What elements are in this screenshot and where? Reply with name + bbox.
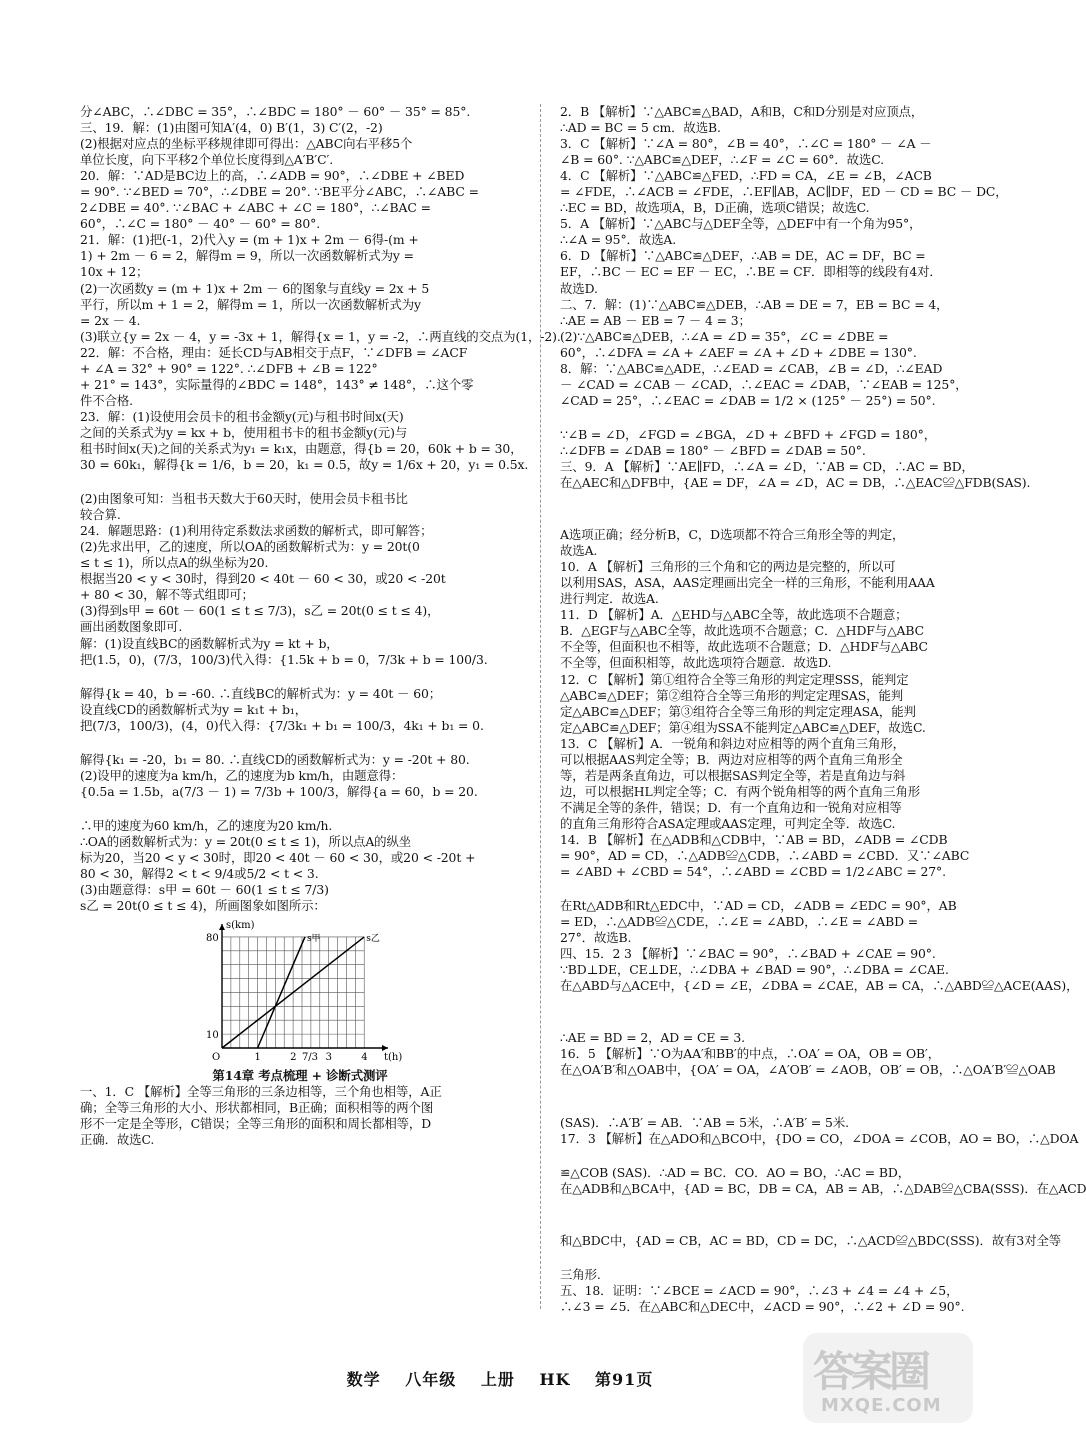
text-line: (3)联立{y = 2x － 4，y = -3x + 1，解得{x = 1，y = -2，∴两直线的交点为(1，-2). bbox=[80, 328, 561, 344]
text-line: 三角形. bbox=[560, 1266, 601, 1282]
text-line: 标为20，当20 < y < 30时，即20 < 40t － 60 < 30，或20 < -20t + bbox=[80, 849, 476, 865]
text-line: {0.5a = 1.5b，a(7/3 － 1) = 7/3b + 100/3，解得{a = 60，b = 20. bbox=[80, 783, 478, 799]
text-line: 较合算. bbox=[80, 507, 121, 523]
text-line: ∴AE = BD = 2，AD = CE = 3. bbox=[560, 1030, 745, 1046]
text-line: 解得{k = 40，b = -60. ∴直线BC的解析式为：y = 40t － 60； bbox=[80, 685, 442, 701]
text-line: 在△ADB和△BCA中，{AD = BC，DB = CA，AB = AB，∴△DAB≌△CBA(SSS)．在△ACD bbox=[560, 1180, 1086, 1196]
text-line: 定△ABC≌△DEF；第③组符合全等三角形的判定定理ASA，能判 bbox=[560, 703, 916, 719]
text-line: 定△ABC≌△DEF；第④组为SSA不能判定△ABC≌△DEF，故选C. bbox=[560, 719, 926, 735]
text-line: 进行判定．故选A. bbox=[560, 591, 659, 607]
text-line bbox=[560, 1079, 988, 1097]
chapter-heading: 第14章 考点梳理 + 诊断式测评 bbox=[212, 1068, 388, 1084]
text-line: 17．3 【解析】在△ADO和△BCO中，{DO = CO，∠DOA = ∠COB，AO = BO，∴△DOA bbox=[560, 1130, 1079, 1146]
text-line: = 2x － 4. bbox=[80, 312, 141, 328]
text-line: 的直角三角形符合ASA定理或AAS定理，可判定全等．故选C. bbox=[560, 815, 896, 831]
text-line: ∵∠B = ∠D，∠FGD = ∠BGA，∠D + ∠BFD + ∠FGD = 180°， bbox=[560, 426, 937, 442]
text-line: (2)先求出甲，乙的速度，所以OA的函数解析式为：y = 20t(0 bbox=[80, 539, 420, 555]
distance-time-chart bbox=[80, 918, 520, 1068]
text-line: 解得{k₁ = -20，b₁ = 80. ∴直线CD的函数解析式为：y = -20t + 80. bbox=[80, 751, 470, 767]
text-line: (2)∵△ABC≌△DEB，∴∠A = ∠D = 35°，∠C = ∠DBE = bbox=[560, 328, 889, 344]
text-line: + ∠A = 32° + 90° = 122°. ∴∠DFB + ∠B = 122° bbox=[80, 360, 378, 376]
text-line: 把(7/3，100/3)，(4，0)代入得：{7/3k₁ + b₁ = 100/3，4k₁ + b₁ = 0. bbox=[80, 717, 484, 733]
text-line: 平行，所以m + 1 = 2，解得m = 1，所以一次函数解析式为y bbox=[80, 296, 421, 312]
text-line: = 90°，AD = CD，∴△ADB≌△CDB，∴∠ABD = ∠CBD．又∵∠ABC bbox=[560, 848, 970, 864]
text-line bbox=[80, 734, 520, 752]
text-line: 故选D. bbox=[560, 280, 598, 296]
text-line: (2)根据对应点的坐标平移规律即可得出：△ABC向右平移5个 bbox=[80, 136, 413, 152]
text-line: = ∠FDE，∴∠ACB = ∠FDE，∴EF∥AB，AC∥DF，ED － CD = BC － DC， bbox=[560, 184, 1008, 200]
text-line: 2．B 【解析】∵△ABC≌△BAD，A和B，C和D分别是对应顶点， bbox=[560, 104, 924, 119]
text-line: (SAS)．∴A′B′ = AB．∵AB = 5米，∴A′B′ = 5米. bbox=[560, 1114, 849, 1130]
text-line: ∴EC = BD，故选项A，B，D正确，选项C错误；故选C. bbox=[560, 200, 870, 216]
text-line: 件不合格. bbox=[80, 392, 134, 408]
y-axis-label: s(km) bbox=[226, 920, 255, 932]
text-line: 4．C 【解析】∵△ABC≌△FED，∴FD = CA，∠E = ∠B，∠ACB bbox=[560, 168, 932, 184]
x-tick-label: O bbox=[212, 1052, 221, 1064]
text-line: 13．C 【解析】A．一锐角和斜边对应相等的两个直角三角形， bbox=[560, 735, 905, 751]
text-line: (2)一次函数y = (m + 1)x + 2m － 6的图象与直线y = 2x + 5 bbox=[80, 280, 430, 296]
text-line: △ABC≌△DEF；第②组符合全等三角形的判定定理SAS，能判 bbox=[560, 687, 904, 703]
text-line bbox=[560, 1147, 988, 1165]
text-line: 60°，∴∠C = 180° － 40° － 60° = 80°. bbox=[80, 216, 321, 232]
series-label-0: s甲 bbox=[306, 934, 321, 945]
text-line: 租书时间x(天)之间的关系式为y₁ = k₁x，由题意，得{b = 20，60k + b = 30， bbox=[80, 440, 523, 456]
text-line: ∠CAD = 25°，∴∠EAC = ∠DAB = 1/2 × (125° － 25°) = 50°. bbox=[560, 392, 936, 408]
chart-svg bbox=[200, 918, 403, 1068]
text-line bbox=[560, 1215, 988, 1233]
text-line: (2)由图象可知：当租书天数大于60天时，使用会员卡租书比 bbox=[80, 491, 408, 507]
text-line: 故选A. bbox=[560, 543, 598, 559]
text-line: + 80 < 30，解不等式组即可； bbox=[80, 587, 254, 603]
text-line: ∴∠A = 95°．故选A. bbox=[560, 232, 677, 248]
text-line bbox=[560, 509, 988, 527]
text-line: 16．5 【解析】∵O为AA′和BB′的中点，∴OA′ = OA，OB = OB′， bbox=[560, 1046, 941, 1062]
text-line: ∴OA的函数解析式为：y = 20t(0 ≤ t ≤ 1)，所以点A的纵坐 bbox=[80, 833, 412, 849]
text-line: 单位长度，向下平移2个单位长度得到△A′B′C′. bbox=[80, 152, 334, 168]
text-line: ∴∠DFB = ∠DAB = 180° － ∠BFD = ∠DAB = 50°. bbox=[560, 442, 866, 458]
text-line: ∴AD = BC = 5 cm．故选B. bbox=[560, 120, 721, 136]
text-line: = 90°. ∵∠BED = 70°，∴∠DBE = 20°. ∵BE平分∠ABC，∴∠ABC = bbox=[80, 184, 479, 200]
text-line: 三、9．A 【解析】∵AE∥FD，∴∠A = ∠D，∵AB = CD，∴AC = BD， bbox=[560, 458, 974, 474]
text-line: 画出函数图象即可. bbox=[80, 619, 183, 635]
text-line: 6．D 【解析】∵△ABC≌△DEF，∴AB = DE，AC = DF，BC = bbox=[560, 248, 926, 264]
text-line: 不全等，但面积相等，故此选项符合题意．故选D. bbox=[560, 655, 832, 671]
text-line: 2∠DBE = 40°. ∵∠BAC + ∠ABC + ∠C = 180°，∴∠BAC = bbox=[80, 200, 431, 216]
text-line: 三、19．解：(1)由图可知A′(4，0) B′(1，3) C′(2，-2) bbox=[80, 120, 383, 136]
text-line: s乙 = 20t(0 ≤ t ≤ 4)，所画图象如图所示： bbox=[80, 898, 326, 914]
text-line: 22．解：不合格，理由：延长CD与AB相交于点F，∵∠DFB = ∠ACF bbox=[80, 344, 468, 360]
footer-subject: 数学 bbox=[346, 1370, 381, 1389]
watermark-logo bbox=[803, 1333, 973, 1423]
x-tick-label: 7/3 bbox=[301, 1052, 319, 1064]
text-line: ≌△COB (SAS)．∴AD = BC．CO．AO = BO，∴AC = BD， bbox=[560, 1164, 910, 1180]
x-axis-label: t(h) bbox=[384, 1052, 403, 1064]
text-line: 等，若是两条直角边，可以根据SAS判定全等，若是直角边与斜 bbox=[560, 767, 906, 783]
text-line bbox=[560, 409, 988, 427]
text-line: 把(1.5，0)，(7/3，100/3)代入得：{1.5k + b = 0，7/3k + b = 100/3. bbox=[80, 651, 488, 667]
text-line: 30 = 60k₁，解得{k = 1/6，b = 20，k₁ = 0.5，故y = 1/6x + 20，y₁ = 0.5x. bbox=[80, 457, 529, 473]
footer-page-number: 第91页 bbox=[595, 1370, 654, 1389]
text-line: B．△EGF与△ABC全等，故此选项不合题意；C．△HDF与△ABC bbox=[560, 623, 924, 639]
text-line bbox=[560, 1097, 988, 1115]
text-line: 3．C 【解析】∵∠A = 80°，∠B = 40°，∴∠C = 180° － ∠A － bbox=[560, 136, 932, 152]
text-line: ∠B = 60°. ∵△ABC≌△DEF，∴∠F = ∠C = 60°．故选C. bbox=[560, 152, 884, 168]
text-line: A选项正确；经分析B，C，D选项都不符合三角形全等的判定， bbox=[560, 527, 905, 543]
text-line: EF，∴BC － EC = EF － EC，∴BE = CF．即相等的线段有4对． bbox=[560, 264, 942, 280]
text-line bbox=[560, 1012, 988, 1030]
text-line: = ∠ABD + ∠CBD = 54°，∴∠ABD = ∠CBD = 1/2∠ABC = 27°. bbox=[560, 864, 946, 880]
text-line: 五、18．证明：∵∠BCE = ∠ACD = 90°，∴∠3 + ∠4 = ∠4 + ∠5， bbox=[560, 1282, 959, 1298]
footer-edition: HK bbox=[539, 1370, 571, 1389]
y-tick-label: 80 bbox=[206, 933, 219, 945]
text-line bbox=[560, 994, 988, 1012]
text-line: 解：(1)设直线BC的函数解析式为y = kt + b， bbox=[80, 635, 339, 651]
text-line: ∴∠3 = ∠5．在△ABC和△DEC中，∠ACD = 90°，∴∠2 + ∠D = 90°. bbox=[560, 1298, 965, 1314]
column-divider bbox=[540, 104, 541, 1309]
text-line: 在△OA′B′和△OAB中，{OA′ = OA，∠A′OB′ = ∠AOB，OB′ = OB，∴△OA′B′≌△OAB bbox=[560, 1062, 1056, 1078]
text-line: 根据当20 < y < 30时，得到20 < 40t － 60 < 30，或20 < -20t bbox=[80, 571, 446, 587]
x-tick-label: 1 bbox=[254, 1052, 261, 1064]
text-line: 10．A 【解析】三角形的三个角和它的两边是完整的，所以可 bbox=[560, 559, 896, 575]
text-line bbox=[560, 1197, 988, 1215]
text-line: (3)得到s甲 = 60t － 60(1 ≤ t ≤ 7/3)，s乙 = 20t(0 ≤ t ≤ 4)， bbox=[80, 603, 440, 619]
x-tick-label: 3 bbox=[325, 1052, 333, 1064]
text-line: 8．解：∵△ABC≌△ADE，∴∠EAD = ∠CAB，∠B = ∠D，∴∠EAD bbox=[560, 360, 943, 376]
footer-volume: 上册 bbox=[480, 1370, 515, 1389]
text-line: 之间的关系式为y = kx + b，使用租书卡的租书金额y(元)与 bbox=[80, 424, 408, 440]
text-line: 11．D 【解析】A．△EHD与△ABC全等，故此选项不合题意； bbox=[560, 607, 908, 623]
text-line: 20．解：∵AD是BC边上的高，∴∠ADB = 90°，∴∠DBE + ∠BED bbox=[80, 168, 465, 184]
text-line: 在Rt△ADB和Rt△EDC中，∵AD = CD，∠ADB = ∠EDC = 90°，AB bbox=[560, 898, 957, 914]
text-line: 60°，∴∠DFA = ∠A + ∠AEF = ∠A + ∠D + ∠DBE = 130°. bbox=[560, 344, 917, 360]
text-line: 以利用SAS，ASA，AAS定理画出完全一样的三角形，不能利用AAA bbox=[560, 575, 935, 591]
text-line: 可以根据AAS判定全等；B．两边对应相等的两个直角三角形全 bbox=[560, 751, 903, 767]
text-line bbox=[560, 880, 988, 898]
text-line: ∴甲的速度为60 km/h，乙的速度为20 km/h. bbox=[80, 817, 333, 833]
y-axis-arrow bbox=[219, 924, 225, 930]
text-line: 27°．故选B. bbox=[560, 930, 632, 946]
text-line: ∴AE = AB － EB = 7 － 4 = 3； bbox=[560, 312, 751, 328]
text-line bbox=[80, 800, 520, 818]
text-line: 在△ABD与△ACE中，{∠D = ∠E，∠DBA = ∠CAE，AB = CA，∴△ABD≌△ACE(AAS)， bbox=[560, 978, 1079, 994]
text-line: 1) + 2m － 6 = 2，解得m = 9，所以一次函数解析式为y = bbox=[80, 248, 414, 264]
text-line: ≤ t ≤ 1)，所以点A的纵坐标为20. bbox=[80, 555, 269, 571]
left-column bbox=[80, 104, 561, 1148]
text-line: 和△BDC中，{AD = CB，AC = BD，CD = DC，∴△ACD≌△BDC(SSS)．故有3对全等 bbox=[560, 1232, 1062, 1248]
text-line: 在△AEC和△DFB中，{AE = DF，∠A = ∠D，AC = DB，∴△EAC≌△FDB(SAS). bbox=[560, 475, 1031, 491]
text-line: (2)设甲的速度为a km/h，乙的速度为b km/h，由题意得： bbox=[80, 767, 404, 783]
text-line: 确；全等三角形的大小、形状都相同，B正确；面积相等的两个图 bbox=[80, 1100, 434, 1116]
right-column bbox=[560, 104, 1086, 1315]
text-line: 形不一定是全等形，C错误；全等三角形的面积和周长都相等，D bbox=[80, 1116, 432, 1132]
text-line bbox=[80, 473, 520, 491]
series-label-1: s乙 bbox=[366, 934, 380, 945]
text-line: 二、7．解：(1)∵△ABC≌△DEB，∴AB = DE = 7，EB = BC = 4， bbox=[560, 296, 949, 312]
text-line: 边，可以根据HL判定全等；C．有两个锐角相等的两个直角三角形 bbox=[560, 783, 921, 799]
text-line: 一、1．C 【解析】全等三角形的三条边相等，三个角也相等，A正 bbox=[80, 1084, 442, 1100]
text-line bbox=[560, 491, 988, 509]
text-line: = ED，∴△ADB≌△CDE，∴∠E = ∠ABD，∴∠E = ∠ABD = bbox=[560, 914, 919, 930]
footer-grade: 八年级 bbox=[405, 1370, 457, 1389]
text-line: 14．B 【解析】在△ADB和△CDB中，∵AB = BD，∠ADB = ∠CDB bbox=[560, 831, 948, 847]
text-line bbox=[560, 1249, 988, 1267]
text-line: 24．解题思路：(1)利用待定系数法求函数的解析式，即可解答； bbox=[80, 523, 433, 539]
text-line: 21．解：(1)把(-1，2)代入y = (m + 1)x + 2m － 6得-(m + bbox=[80, 232, 419, 248]
text-line: － ∠CAD = ∠CAB － ∠CAD，∴∠EAC = ∠DAB，∵∠EAB = 125°， bbox=[560, 376, 968, 392]
watermark-url: MXQE.COM bbox=[821, 1395, 942, 1416]
text-line: 正确．故选C. bbox=[80, 1132, 155, 1148]
text-line: ∵BD⊥DE，CE⊥DE，∴∠DBA + ∠BAD = 90°，∴∠DBA = ∠CAE. bbox=[560, 962, 949, 978]
x-tick-label: 2 bbox=[290, 1052, 297, 1064]
text-line: + 21° = 143°，实际量得的∠BDC = 148°，143° ≠ 148°，∴这个零 bbox=[80, 376, 474, 392]
text-line: 不全等，但面积也不相等，故此选项不合题意；D．△HDF与△ABC bbox=[560, 639, 928, 655]
watermark-text: 答案圈 bbox=[813, 1347, 928, 1396]
text-line: (3)由题意得：s甲 = 60t － 60(1 ≤ t ≤ 7/3) bbox=[80, 882, 329, 898]
x-tick-label: 4 bbox=[361, 1052, 368, 1064]
text-line: 分∠ABC，∴∠DBC = 35°，∴∠BDC = 180° － 60° － 35° = 85°. bbox=[80, 104, 471, 119]
text-line: 5．A 【解析】∵△ABC与△DEF全等，△DEF中有一个角为95°， bbox=[560, 216, 922, 232]
text-line: 四、15．2 3 【解析】∵∠BAC = 90°，∴∠BAD + ∠CAE = 90°. bbox=[560, 946, 936, 962]
text-line: 不满足全等的条件，错误；D．有一个直角边和一锐角对应相等 bbox=[560, 799, 902, 815]
text-line: 10x + 12； bbox=[80, 264, 149, 280]
text-line: 设直线CD的函数解析式为y = k₁t + b₁， bbox=[80, 701, 308, 717]
text-line bbox=[80, 668, 520, 686]
text-line: 12．C 【解析】第①组符合全等三角形的判定定理SSS，能判定 bbox=[560, 671, 909, 687]
x-axis-arrow bbox=[382, 1045, 388, 1051]
y-tick-label: 10 bbox=[206, 1030, 219, 1042]
text-line: 80 < 30，解得2 < t < 9/4或5/2 < t < 3. bbox=[80, 866, 319, 882]
text-line: 23．解：(1)设使用会员卡的租书金额y(元)与租书时间x(天) bbox=[80, 408, 404, 424]
